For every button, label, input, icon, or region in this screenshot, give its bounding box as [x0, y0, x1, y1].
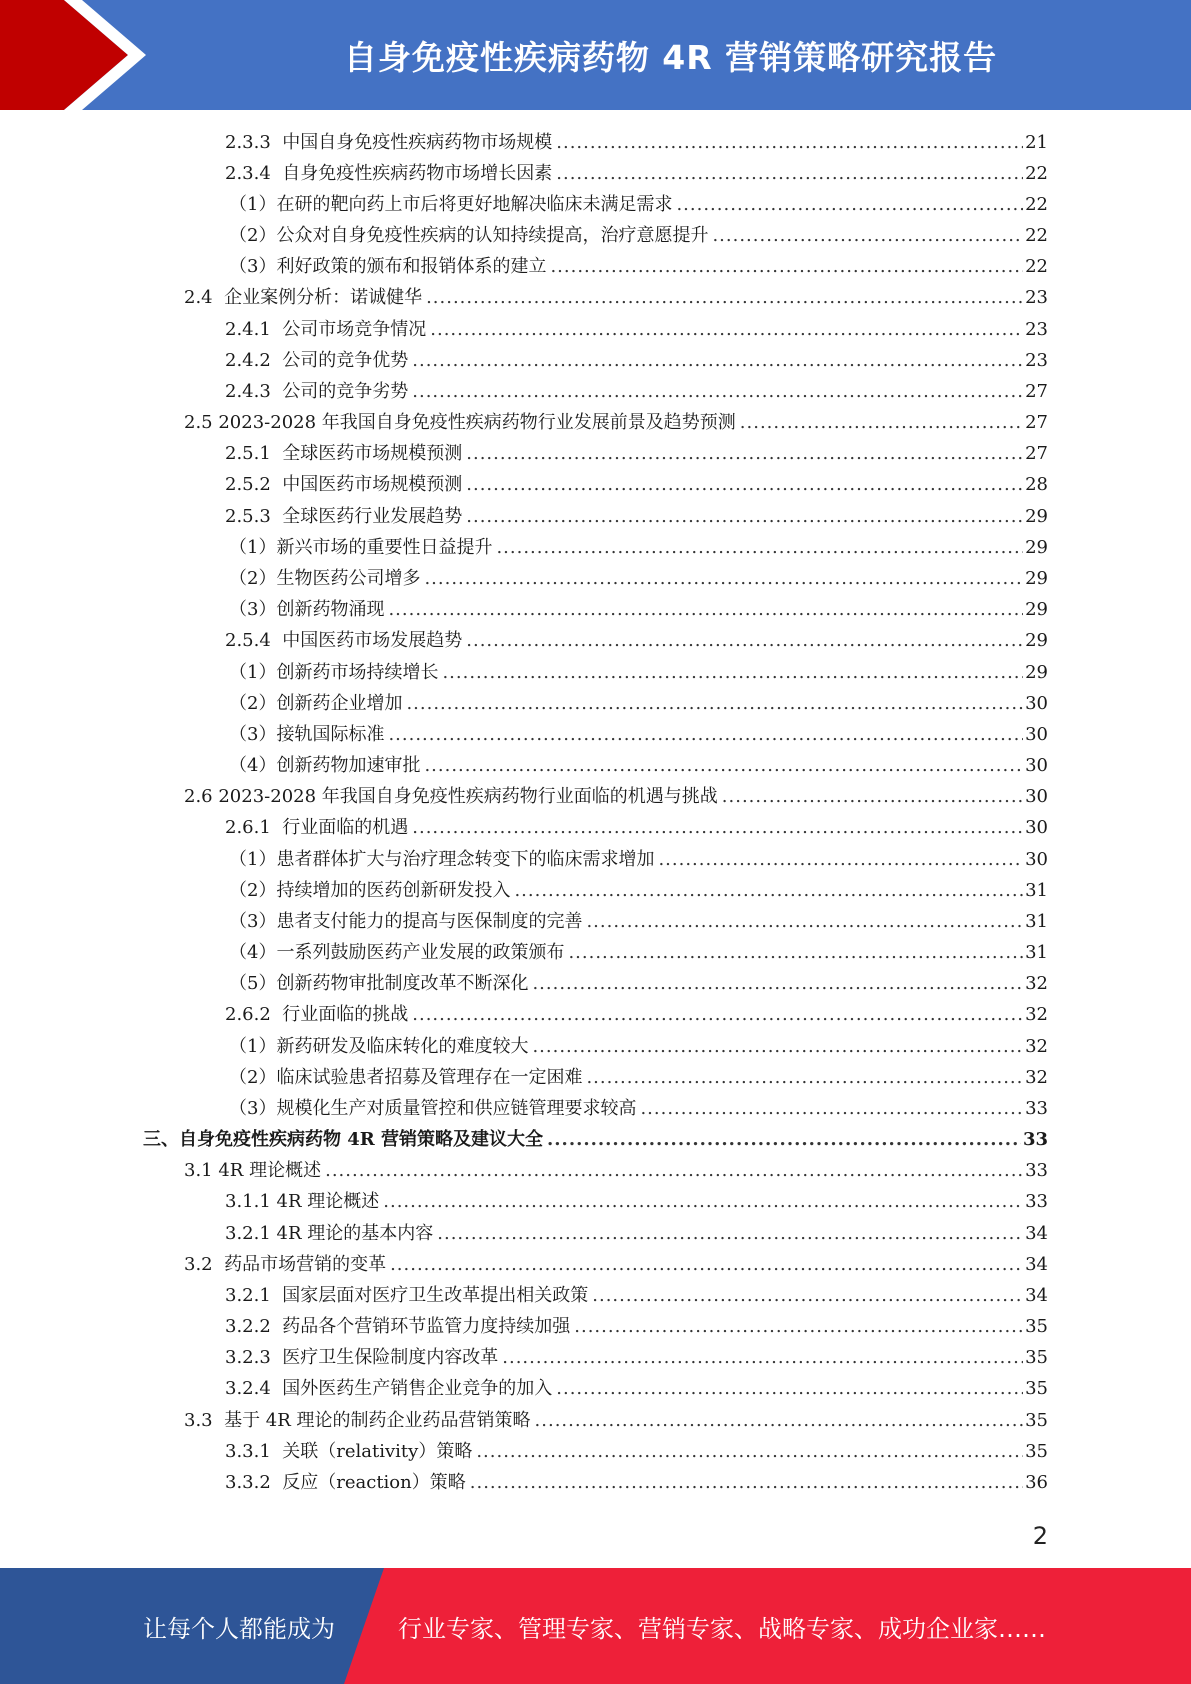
table-of-contents	[0, 127, 1191, 1499]
toc-dot-leader	[547, 1131, 1021, 1149]
header-arrow-decoration	[0, 0, 170, 110]
toc-entry-title: 关联（relativity）策略	[282, 1440, 473, 1462]
toc-entry-number: 2.3.3	[225, 131, 283, 153]
toc-entry-number: 3.3	[184, 1409, 225, 1431]
toc-entry-title: （4）创新药物加速审批	[229, 755, 421, 777]
toc-entry-title: 行业面临的挑战	[282, 1004, 409, 1026]
toc-entry-title: 自身免疫性疾病药物市场增长因素	[282, 162, 553, 184]
toc-entry-number: 3.1	[184, 1160, 219, 1182]
toc-entry[interactable]	[0, 1156, 1191, 1187]
toc-entry-title: （3）患者支付能力的提高与医保制度的完善	[229, 910, 583, 932]
toc-dot-leader	[502, 1349, 1023, 1367]
toc-dot-leader	[592, 1287, 1023, 1305]
toc-entry[interactable]	[0, 844, 1191, 875]
toc-entry-page: 31	[1025, 910, 1048, 932]
toc-dot-leader	[574, 1318, 1023, 1336]
toc-entry-number: 2.5.4	[225, 630, 283, 652]
toc-dot-leader	[740, 414, 1023, 432]
toc-entry[interactable]	[0, 408, 1191, 439]
toc-entry-title: 中国自身免疫性疾病药物市场规模	[282, 131, 553, 153]
toc-entry-page: 23	[1025, 318, 1048, 340]
toc-entry-page: 27	[1025, 443, 1048, 465]
toc-entry-page: 22	[1025, 225, 1048, 247]
toc-entry-page: 30	[1025, 848, 1048, 870]
toc-entry-title: （4）一系列鼓励医药产业发展的政策颁布	[229, 942, 565, 964]
toc-entry-number: 3.3.2	[225, 1471, 283, 1493]
toc-entry-title: （1）在研的靶向药上市后将更好地解决临床未满足需求	[229, 193, 673, 215]
toc-entry-title: 企业案例分析：诺诚健华	[224, 287, 423, 309]
toc-dot-leader	[424, 757, 1023, 775]
toc-entry[interactable]	[0, 345, 1191, 376]
toc-entry-page: 33	[1025, 1097, 1048, 1119]
toc-dot-leader	[442, 664, 1023, 682]
toc-entry[interactable]	[0, 688, 1191, 719]
toc-dot-leader	[496, 539, 1023, 557]
toc-entry-title: 中国医药市场发展趋势	[282, 630, 463, 652]
toc-entry[interactable]	[0, 1374, 1191, 1405]
toc-entry-page: 22	[1025, 162, 1048, 184]
toc-entry-page: 27	[1025, 380, 1048, 402]
toc-dot-leader	[532, 1038, 1023, 1056]
toc-dot-leader	[640, 1100, 1023, 1118]
toc-entry-number: 2.5.2	[225, 474, 283, 496]
toc-entry-number: 2.6.2	[225, 1004, 283, 1026]
toc-entry-number: 2.6.1	[225, 817, 283, 839]
toc-entry-page: 30	[1025, 723, 1048, 745]
toc-entry-page: 29	[1025, 661, 1048, 683]
toc-dot-leader	[658, 851, 1023, 869]
toc-entry-title: 反应（reaction）策略	[282, 1471, 466, 1493]
toc-dot-leader	[676, 196, 1023, 214]
toc-dot-leader	[424, 570, 1023, 588]
toc-entry-page: 29	[1025, 630, 1048, 652]
toc-entry-number: 三、	[143, 1129, 179, 1151]
page-number: 2	[1032, 1522, 1048, 1550]
toc-entry-title: （2）临床试验患者招募及管理存在一定困难	[229, 1066, 583, 1088]
toc-entry[interactable]	[0, 221, 1191, 252]
toc-dot-leader	[426, 289, 1023, 307]
toc-dot-leader	[722, 788, 1023, 806]
toc-dot-leader	[514, 882, 1023, 900]
toc-entry-page: 31	[1025, 879, 1048, 901]
toc-entry-title: 2023-2028 年我国自身免疫性疾病药物行业面临的机遇与挑战	[218, 786, 718, 808]
toc-entry-title: 中国医药市场规模预测	[282, 474, 463, 496]
toc-dot-leader	[556, 165, 1023, 183]
toc-dot-leader	[550, 258, 1023, 276]
footer-slogan-right: 行业专家、管理专家、营销专家、战略专家、成功企业家……	[398, 1614, 1046, 1643]
toc-entry-page: 29	[1025, 505, 1048, 527]
toc-dot-leader	[412, 1006, 1023, 1024]
toc-entry[interactable]	[0, 813, 1191, 844]
toc-entry-title: 公司的竞争劣势	[282, 380, 409, 402]
toc-entry-title: （3）规模化生产对质量管控和供应链管理要求较高	[229, 1097, 637, 1119]
toc-entry[interactable]	[0, 626, 1191, 657]
toc-entry[interactable]	[0, 1062, 1191, 1093]
toc-entry[interactable]	[0, 1280, 1191, 1311]
toc-entry-title: 全球医药行业发展趋势	[282, 505, 463, 527]
toc-entry-number: 2.4.2	[225, 349, 283, 371]
toc-entry[interactable]	[0, 1436, 1191, 1467]
toc-entry-title: 行业面临的机遇	[282, 817, 409, 839]
toc-entry-number: 2.5	[184, 412, 219, 434]
toc-entry[interactable]	[0, 1187, 1191, 1218]
toc-entry-page: 23	[1025, 349, 1048, 371]
toc-dot-leader	[476, 1443, 1023, 1461]
toc-entry-page: 35	[1025, 1409, 1048, 1431]
toc-dot-leader	[325, 1162, 1023, 1180]
toc-entry-number: 3.2	[184, 1253, 225, 1275]
toc-entry-title: 国家层面对医疗卫生改革提出相关政策	[282, 1284, 589, 1306]
toc-entry-page: 23	[1025, 287, 1048, 309]
toc-dot-leader	[712, 227, 1023, 245]
toc-entry-title: （3）利好政策的颁布和报销体系的建立	[229, 256, 547, 278]
toc-entry-page: 29	[1025, 567, 1048, 589]
toc-entry[interactable]	[0, 127, 1191, 158]
toc-entry[interactable]	[0, 563, 1191, 594]
toc-dot-leader	[586, 913, 1023, 931]
toc-entry-number: 2.4.3	[225, 380, 283, 402]
toc-dot-leader	[556, 134, 1023, 152]
toc-dot-leader	[406, 695, 1023, 713]
toc-entry[interactable]	[0, 750, 1191, 781]
toc-dot-leader	[466, 445, 1023, 463]
toc-entry-title: 药品市场营销的变革	[224, 1253, 387, 1275]
toc-entry[interactable]	[0, 719, 1191, 750]
toc-entry-page: 32	[1025, 1004, 1048, 1026]
toc-entry[interactable]	[0, 1000, 1191, 1031]
toc-entry[interactable]	[0, 376, 1191, 407]
toc-entry[interactable]	[0, 1249, 1191, 1280]
toc-dot-leader	[466, 632, 1023, 650]
toc-dot-leader	[390, 1256, 1023, 1274]
toc-entry-number: 3.2.1	[225, 1222, 277, 1244]
toc-entry-number: 2.4.1	[225, 318, 283, 340]
toc-entry[interactable]	[0, 875, 1191, 906]
toc-entry-page: 34	[1025, 1222, 1048, 1244]
toc-entry-title: （1）新兴市场的重要性日益提升	[229, 536, 493, 558]
toc-entry-title: （2）公众对自身免疫性疾病的认知持续提高，治疗意愿提升	[229, 225, 709, 247]
toc-entry[interactable]	[0, 314, 1191, 345]
toc-entry-page: 29	[1025, 536, 1048, 558]
toc-entry-number: 2.5.1	[225, 443, 283, 465]
toc-entry-title: 自身免疫性疾病药物 4R 营销策略及建议大全	[179, 1129, 544, 1151]
toc-entry[interactable]	[0, 158, 1191, 189]
toc-entry-number: 3.2.3	[225, 1347, 283, 1369]
toc-entry-number: 3.2.1	[225, 1284, 283, 1306]
toc-dot-leader	[388, 726, 1023, 744]
toc-entry-title: 公司的竞争优势	[282, 349, 409, 371]
toc-entry[interactable]	[0, 657, 1191, 688]
toc-entry-page: 31	[1025, 942, 1048, 964]
page-footer	[0, 1568, 1191, 1684]
toc-entry-number: 3.1.1	[225, 1191, 277, 1213]
toc-entry-page: 29	[1025, 599, 1048, 621]
toc-entry-page: 35	[1025, 1378, 1048, 1400]
toc-entry-page: 35	[1025, 1440, 1048, 1462]
toc-entry-title: （5）创新药物审批制度改革不断深化	[229, 973, 529, 995]
toc-entry-page: 28	[1025, 474, 1048, 496]
toc-entry[interactable]	[0, 1093, 1191, 1124]
toc-entry[interactable]	[0, 439, 1191, 470]
toc-entry[interactable]	[0, 937, 1191, 968]
toc-entry-page: 30	[1025, 817, 1048, 839]
toc-entry-title: 4R 理论的基本内容	[276, 1222, 434, 1244]
toc-entry-page: 21	[1025, 131, 1048, 153]
toc-entry[interactable]	[0, 1218, 1191, 1249]
toc-entry-page: 30	[1025, 692, 1048, 714]
toc-entry-title: 全球医药市场规模预测	[282, 443, 463, 465]
toc-entry-title: 药品各个营销环节监管力度持续加强	[282, 1316, 571, 1338]
toc-entry-title: 基于 4R 理论的制药企业药品营销策略	[224, 1409, 531, 1431]
toc-entry-title: （1）患者群体扩大与治疗理念转变下的临床需求增加	[229, 848, 655, 870]
toc-dot-leader	[412, 383, 1023, 401]
toc-entry[interactable]	[0, 501, 1191, 532]
toc-entry[interactable]	[0, 532, 1191, 563]
toc-entry[interactable]	[0, 252, 1191, 283]
toc-entry-page: 36	[1025, 1471, 1048, 1493]
toc-dot-leader	[412, 819, 1023, 837]
toc-entry-number: 3.2.4	[225, 1378, 283, 1400]
toc-dot-leader	[466, 508, 1023, 526]
toc-dot-leader	[412, 352, 1023, 370]
toc-entry[interactable]	[0, 782, 1191, 813]
toc-dot-leader	[568, 944, 1023, 962]
toc-entry-title: （1）创新药市场持续增长	[229, 661, 439, 683]
toc-dot-leader	[586, 1069, 1023, 1087]
toc-entry-title: 4R 理论概述	[218, 1160, 322, 1182]
report-title: 自身免疫性疾病药物 4R 营销策略研究报告	[343, 37, 998, 77]
toc-entry-title: 2023-2028 年我国自身免疫性疾病药物行业发展前景及趋势预测	[218, 412, 736, 434]
toc-entry-number: 3.2.2	[225, 1316, 283, 1338]
toc-dot-leader	[470, 1474, 1023, 1492]
toc-entry[interactable]	[0, 595, 1191, 626]
toc-entry-title: 国外医药生产销售企业竞争的加入	[282, 1378, 553, 1400]
toc-entry-page: 32	[1025, 1066, 1048, 1088]
toc-entry[interactable]	[0, 1467, 1191, 1498]
toc-entry-title: （3）接轨国际标准	[229, 723, 385, 745]
toc-entry-title: （3）创新药物涌现	[229, 599, 385, 621]
toc-entry-page: 27	[1025, 412, 1048, 434]
toc-entry[interactable]	[0, 1125, 1191, 1156]
toc-entry-page: 30	[1025, 786, 1048, 808]
toc-entry-page: 33	[1025, 1160, 1048, 1182]
toc-entry-number: 2.5.3	[225, 505, 283, 527]
toc-entry-title: （2）创新药企业增加	[229, 692, 403, 714]
toc-entry-title: 医疗卫生保险制度内容改革	[282, 1347, 499, 1369]
toc-entry[interactable]	[0, 1031, 1191, 1062]
toc-dot-leader	[388, 601, 1023, 619]
toc-entry-title: （2）生物医药公司增多	[229, 567, 421, 589]
toc-entry-page: 35	[1025, 1347, 1048, 1369]
toc-dot-leader	[437, 1225, 1023, 1243]
toc-entry-page: 35	[1025, 1316, 1048, 1338]
toc-entry-page: 32	[1025, 1035, 1048, 1057]
toc-entry[interactable]	[0, 1343, 1191, 1374]
toc-entry-number: 2.4	[184, 287, 225, 309]
toc-entry-page: 34	[1025, 1253, 1048, 1275]
toc-dot-leader	[556, 1380, 1023, 1398]
toc-dot-leader	[535, 1412, 1024, 1430]
toc-entry-number: 3.3.1	[225, 1440, 283, 1462]
toc-entry[interactable]	[0, 906, 1191, 937]
toc-entry-page: 32	[1025, 973, 1048, 995]
toc-dot-leader	[383, 1193, 1023, 1211]
footer-slogan-left: 让每个人都能成为	[143, 1614, 335, 1643]
toc-entry[interactable]	[0, 189, 1191, 220]
toc-entry[interactable]	[0, 1312, 1191, 1343]
toc-dot-leader	[466, 476, 1023, 494]
page-header	[0, 0, 1191, 110]
toc-entry-title: （1）新药研发及临床转化的难度较大	[229, 1035, 529, 1057]
toc-entry-page: 22	[1025, 193, 1048, 215]
toc-entry[interactable]	[0, 969, 1191, 1000]
toc-entry-number: 2.3.4	[225, 162, 283, 184]
toc-entry-page: 30	[1025, 755, 1048, 777]
toc-entry-title: 公司市场竞争情况	[282, 318, 427, 340]
toc-entry[interactable]	[0, 283, 1191, 314]
toc-dot-leader	[532, 975, 1023, 993]
toc-entry-page: 22	[1025, 256, 1048, 278]
toc-entry[interactable]	[0, 1405, 1191, 1436]
toc-entry[interactable]	[0, 470, 1191, 501]
toc-entry-number: 2.6	[184, 786, 219, 808]
toc-entry-page: 34	[1025, 1284, 1048, 1306]
toc-entry-page: 33	[1022, 1129, 1048, 1151]
toc-dot-leader	[430, 321, 1023, 339]
toc-entry-page: 33	[1025, 1191, 1048, 1213]
toc-entry-title: 4R 理论概述	[276, 1191, 380, 1213]
toc-entry-title: （2）持续增加的医药创新研发投入	[229, 879, 511, 901]
